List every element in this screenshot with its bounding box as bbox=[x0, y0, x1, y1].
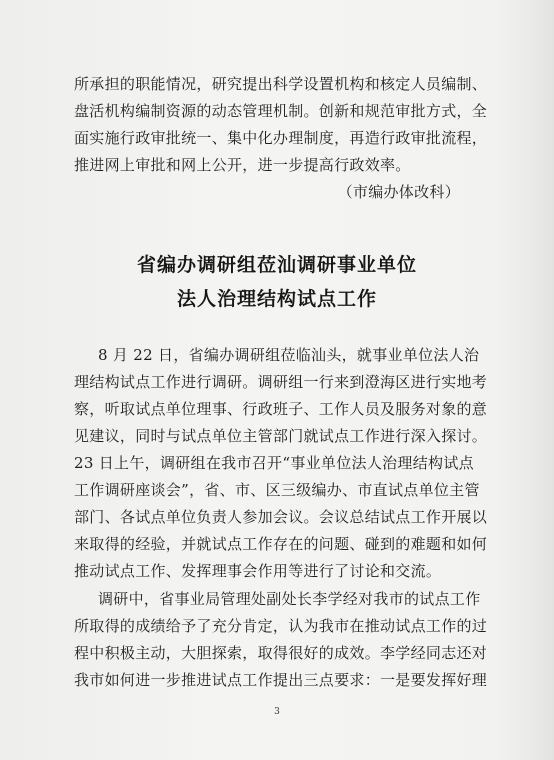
paragraph-line: 所承担的职能情况，研究提出科学设置机构和核定人员编制、 bbox=[74, 75, 488, 93]
page-shadow bbox=[494, 0, 554, 760]
paragraph-line: 工作调研座谈会”，省、市、区三级编办、市直试点单位主管 bbox=[74, 481, 480, 499]
paragraph-line: 调研中，省事业局管理处副处长李学经对我市的试点工作 bbox=[98, 590, 481, 608]
paragraph-line: 面实施行政审批统一、集中化办理制度，再造行政审批流程， bbox=[74, 129, 488, 147]
paragraph-line: 所取得的成绩给予了充分肯定，认为我市在推动试点工作的过 bbox=[74, 617, 488, 635]
source-attribution: （市编办体改科） bbox=[337, 183, 460, 201]
paragraph-line: 23 日上午，调研组在我市召开“事业单位法人治理结构试点 bbox=[74, 454, 474, 472]
paragraph-line: 盘活机构编制资源的动态管理机制。创新和规范审批方式，全 bbox=[74, 102, 488, 120]
paragraph-line: 察，听取试点单位理事、行政班子、工作人员及服务对象的意 bbox=[74, 400, 488, 418]
paragraph-line: 程中积极主动，大胆探索，取得很好的成效。李学经同志还对 bbox=[74, 644, 488, 662]
paragraph-line: 推动试点工作、发挥理事会作用等进行了讨论和交流。 bbox=[74, 562, 442, 580]
paragraph-line: 8 月 22 日，省编办调研组莅临汕头，就事业单位法人治 bbox=[98, 346, 480, 364]
paragraph-line: 部门、各试点单位负责人参加会议。会议总结试点工作开展以 bbox=[74, 508, 488, 526]
paragraph-line: 理结构试点工作进行调研。调研组一行来到澄海区进行实地考 bbox=[74, 373, 488, 391]
paragraph-line: 我市如何进一步推进试点工作提出三点要求：一是要发挥好理 bbox=[74, 671, 488, 689]
article-title-line1: 省编办调研组莅汕调研事业单位 bbox=[136, 254, 417, 276]
paragraph-line: 推进网上审批和网上公开，进一步提高行政效率。 bbox=[74, 156, 411, 174]
paragraph-line: 见建议，同时与试点单位主管部门就试点工作进行深入探讨。 bbox=[74, 427, 488, 445]
page-number: 3 bbox=[274, 707, 280, 717]
paragraph-line: 来取得的经验，并就试点工作存在的问题、碰到的难题和如何 bbox=[74, 535, 488, 553]
article-title-line2: 法人治理结构试点工作 bbox=[176, 288, 377, 310]
